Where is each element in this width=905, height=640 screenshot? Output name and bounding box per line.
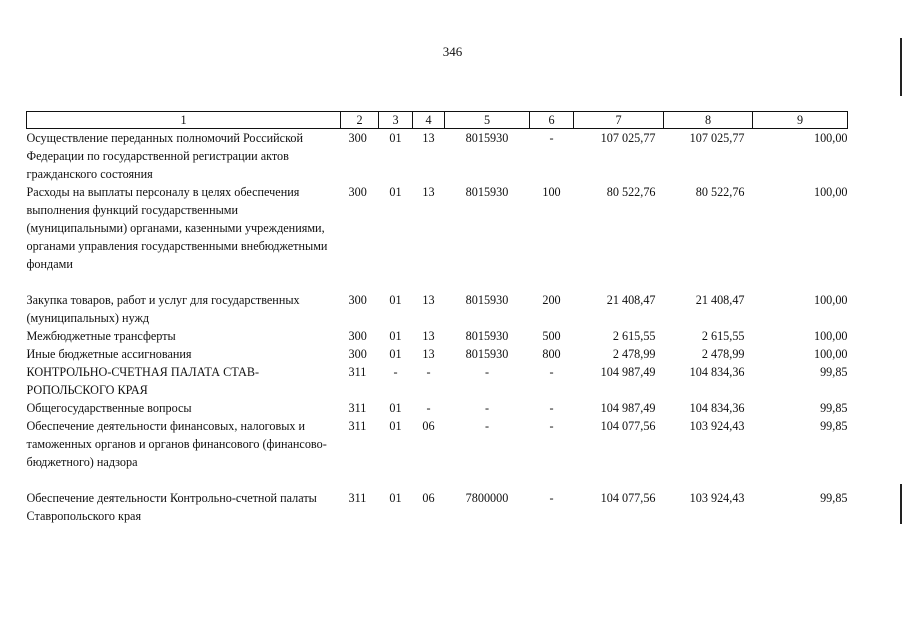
table-row <box>27 345 848 363</box>
cell-code: 13 <box>422 347 435 361</box>
column-header: 2 <box>341 112 379 129</box>
row-name: Обеспечение деятельности финансовых, налоговых и таможенных органов и органов финансового (финансово-бюджетного) надзора <box>26 419 327 469</box>
cell-code: 8015930 <box>465 347 509 361</box>
cell-amount: 104 077,56 <box>600 491 656 505</box>
cell-percent: 100,00 <box>813 131 848 145</box>
cell-amount: 2 615,55 <box>701 329 745 343</box>
cell-percent: 100,00 <box>813 329 848 343</box>
cell-amount: 80 522,76 <box>695 185 745 199</box>
row-name: Общегосударственные вопросы <box>26 401 192 415</box>
table-row <box>27 489 848 525</box>
cell-percent: 99,85 <box>820 401 848 415</box>
cell-code: 13 <box>422 293 435 307</box>
cell-code: 100 <box>542 185 561 199</box>
cell-code: 8015930 <box>465 329 509 343</box>
column-header: 7 <box>574 112 664 129</box>
cell-code: 311 <box>348 491 367 505</box>
cell-code: 06 <box>422 419 435 433</box>
cell-amount: 2 615,55 <box>612 329 656 343</box>
row-name: Осуществление переданных полномочий Российской Федерации по государственной регистрации актов гражданского состояния <box>26 131 304 181</box>
cell-code: - <box>549 401 554 415</box>
cell-amount: 104 834,36 <box>689 401 745 415</box>
cell-code: 7800000 <box>465 491 509 505</box>
cell-code: 13 <box>422 131 435 145</box>
cell-code: 300 <box>348 347 367 361</box>
column-header: 6 <box>530 112 574 129</box>
table-row <box>27 399 848 417</box>
cell-code: - <box>484 401 490 415</box>
cell-code: 800 <box>542 347 561 361</box>
row-name: Закупка товаров, работ и услуг для государственных (муниципальных) нужд <box>26 293 300 325</box>
cell-amount: 80 522,76 <box>606 185 656 199</box>
cell-amount: 104 077,56 <box>600 419 656 433</box>
cell-amount: 107 025,77 <box>689 131 745 145</box>
cell-code: 01 <box>389 347 402 361</box>
cell-code: 311 <box>348 365 367 379</box>
cell-code: - <box>549 491 554 505</box>
cell-amount: 103 924,43 <box>689 491 745 505</box>
table-row <box>27 363 848 399</box>
cell-code: 300 <box>348 293 367 307</box>
cell-code: 01 <box>389 131 402 145</box>
row-name: Расходы на выплаты персоналу в целях обеспечения выполнения функций государственными (муниципальными) органами, казенными учреждениями, органами управления государственными внебюджетными фондами <box>26 185 328 271</box>
cell-percent: 99,85 <box>820 365 848 379</box>
cell-amount: 107 025,77 <box>600 131 656 145</box>
cell-code: 8015930 <box>465 293 509 307</box>
cell-code: 01 <box>389 419 402 433</box>
cell-amount: 104 987,49 <box>600 401 656 415</box>
cell-code: - <box>549 365 554 379</box>
cell-code: 8015930 <box>465 185 509 199</box>
row-name: КОНТРОЛЬНО-СЧЕТНАЯ ПАЛАТА СТАВ-РОПОЛЬСКОГО КРАЯ <box>26 365 260 397</box>
cell-code: 8015930 <box>465 131 509 145</box>
table-row <box>27 291 848 327</box>
scan-edge-line <box>900 38 902 96</box>
cell-code: 300 <box>348 185 367 199</box>
cell-amount: 104 987,49 <box>600 365 656 379</box>
table-row <box>27 417 848 489</box>
cell-code: 06 <box>422 491 435 505</box>
column-header: 4 <box>413 112 445 129</box>
header-row <box>27 112 848 129</box>
column-header: 9 <box>753 112 848 129</box>
row-name: Обеспечение деятельности Контрольно-счетной палаты Ставропольского края <box>26 491 317 523</box>
column-header: 5 <box>445 112 530 129</box>
cell-code: 300 <box>348 131 367 145</box>
row-name: Межбюджетные трансферты <box>26 329 176 343</box>
column-header: 8 <box>664 112 753 129</box>
cell-amount: 2 478,99 <box>701 347 745 361</box>
cell-code: - <box>549 419 554 433</box>
cell-amount: 21 408,47 <box>606 293 656 307</box>
cell-code: - <box>393 365 398 379</box>
column-header: 1 <box>27 112 341 129</box>
cell-code: 01 <box>389 329 402 343</box>
page-number: 346 <box>442 44 463 59</box>
cell-percent: 100,00 <box>813 293 848 307</box>
table-row <box>27 129 848 184</box>
cell-code: 01 <box>389 293 402 307</box>
cell-amount: 2 478,99 <box>612 347 656 361</box>
scan-edge-line <box>900 484 902 524</box>
cell-amount: 103 924,43 <box>689 419 745 433</box>
table-row <box>27 183 848 291</box>
cell-code: 13 <box>422 185 435 199</box>
budget-table <box>26 111 848 525</box>
cell-percent: 99,85 <box>820 491 848 505</box>
cell-code: - <box>549 131 554 145</box>
cell-code: 200 <box>542 293 561 307</box>
cell-code: - <box>484 365 490 379</box>
cell-code: - <box>484 419 490 433</box>
cell-percent: 99,85 <box>820 419 848 433</box>
cell-percent: 100,00 <box>813 347 848 361</box>
cell-code: 311 <box>348 419 367 433</box>
cell-code: - <box>426 365 431 379</box>
cell-code: 01 <box>389 491 402 505</box>
cell-amount: 104 834,36 <box>689 365 745 379</box>
cell-percent: 100,00 <box>813 185 848 199</box>
cell-code: 300 <box>348 329 367 343</box>
table-row <box>27 327 848 345</box>
column-header: 3 <box>379 112 413 129</box>
cell-code: 13 <box>422 329 435 343</box>
cell-code: - <box>426 401 431 415</box>
row-name: Иные бюджетные ассигнования <box>26 347 192 361</box>
cell-code: 01 <box>389 401 402 415</box>
cell-amount: 21 408,47 <box>695 293 745 307</box>
cell-code: 500 <box>542 329 561 343</box>
cell-code: 01 <box>389 185 402 199</box>
cell-code: 311 <box>348 401 367 415</box>
